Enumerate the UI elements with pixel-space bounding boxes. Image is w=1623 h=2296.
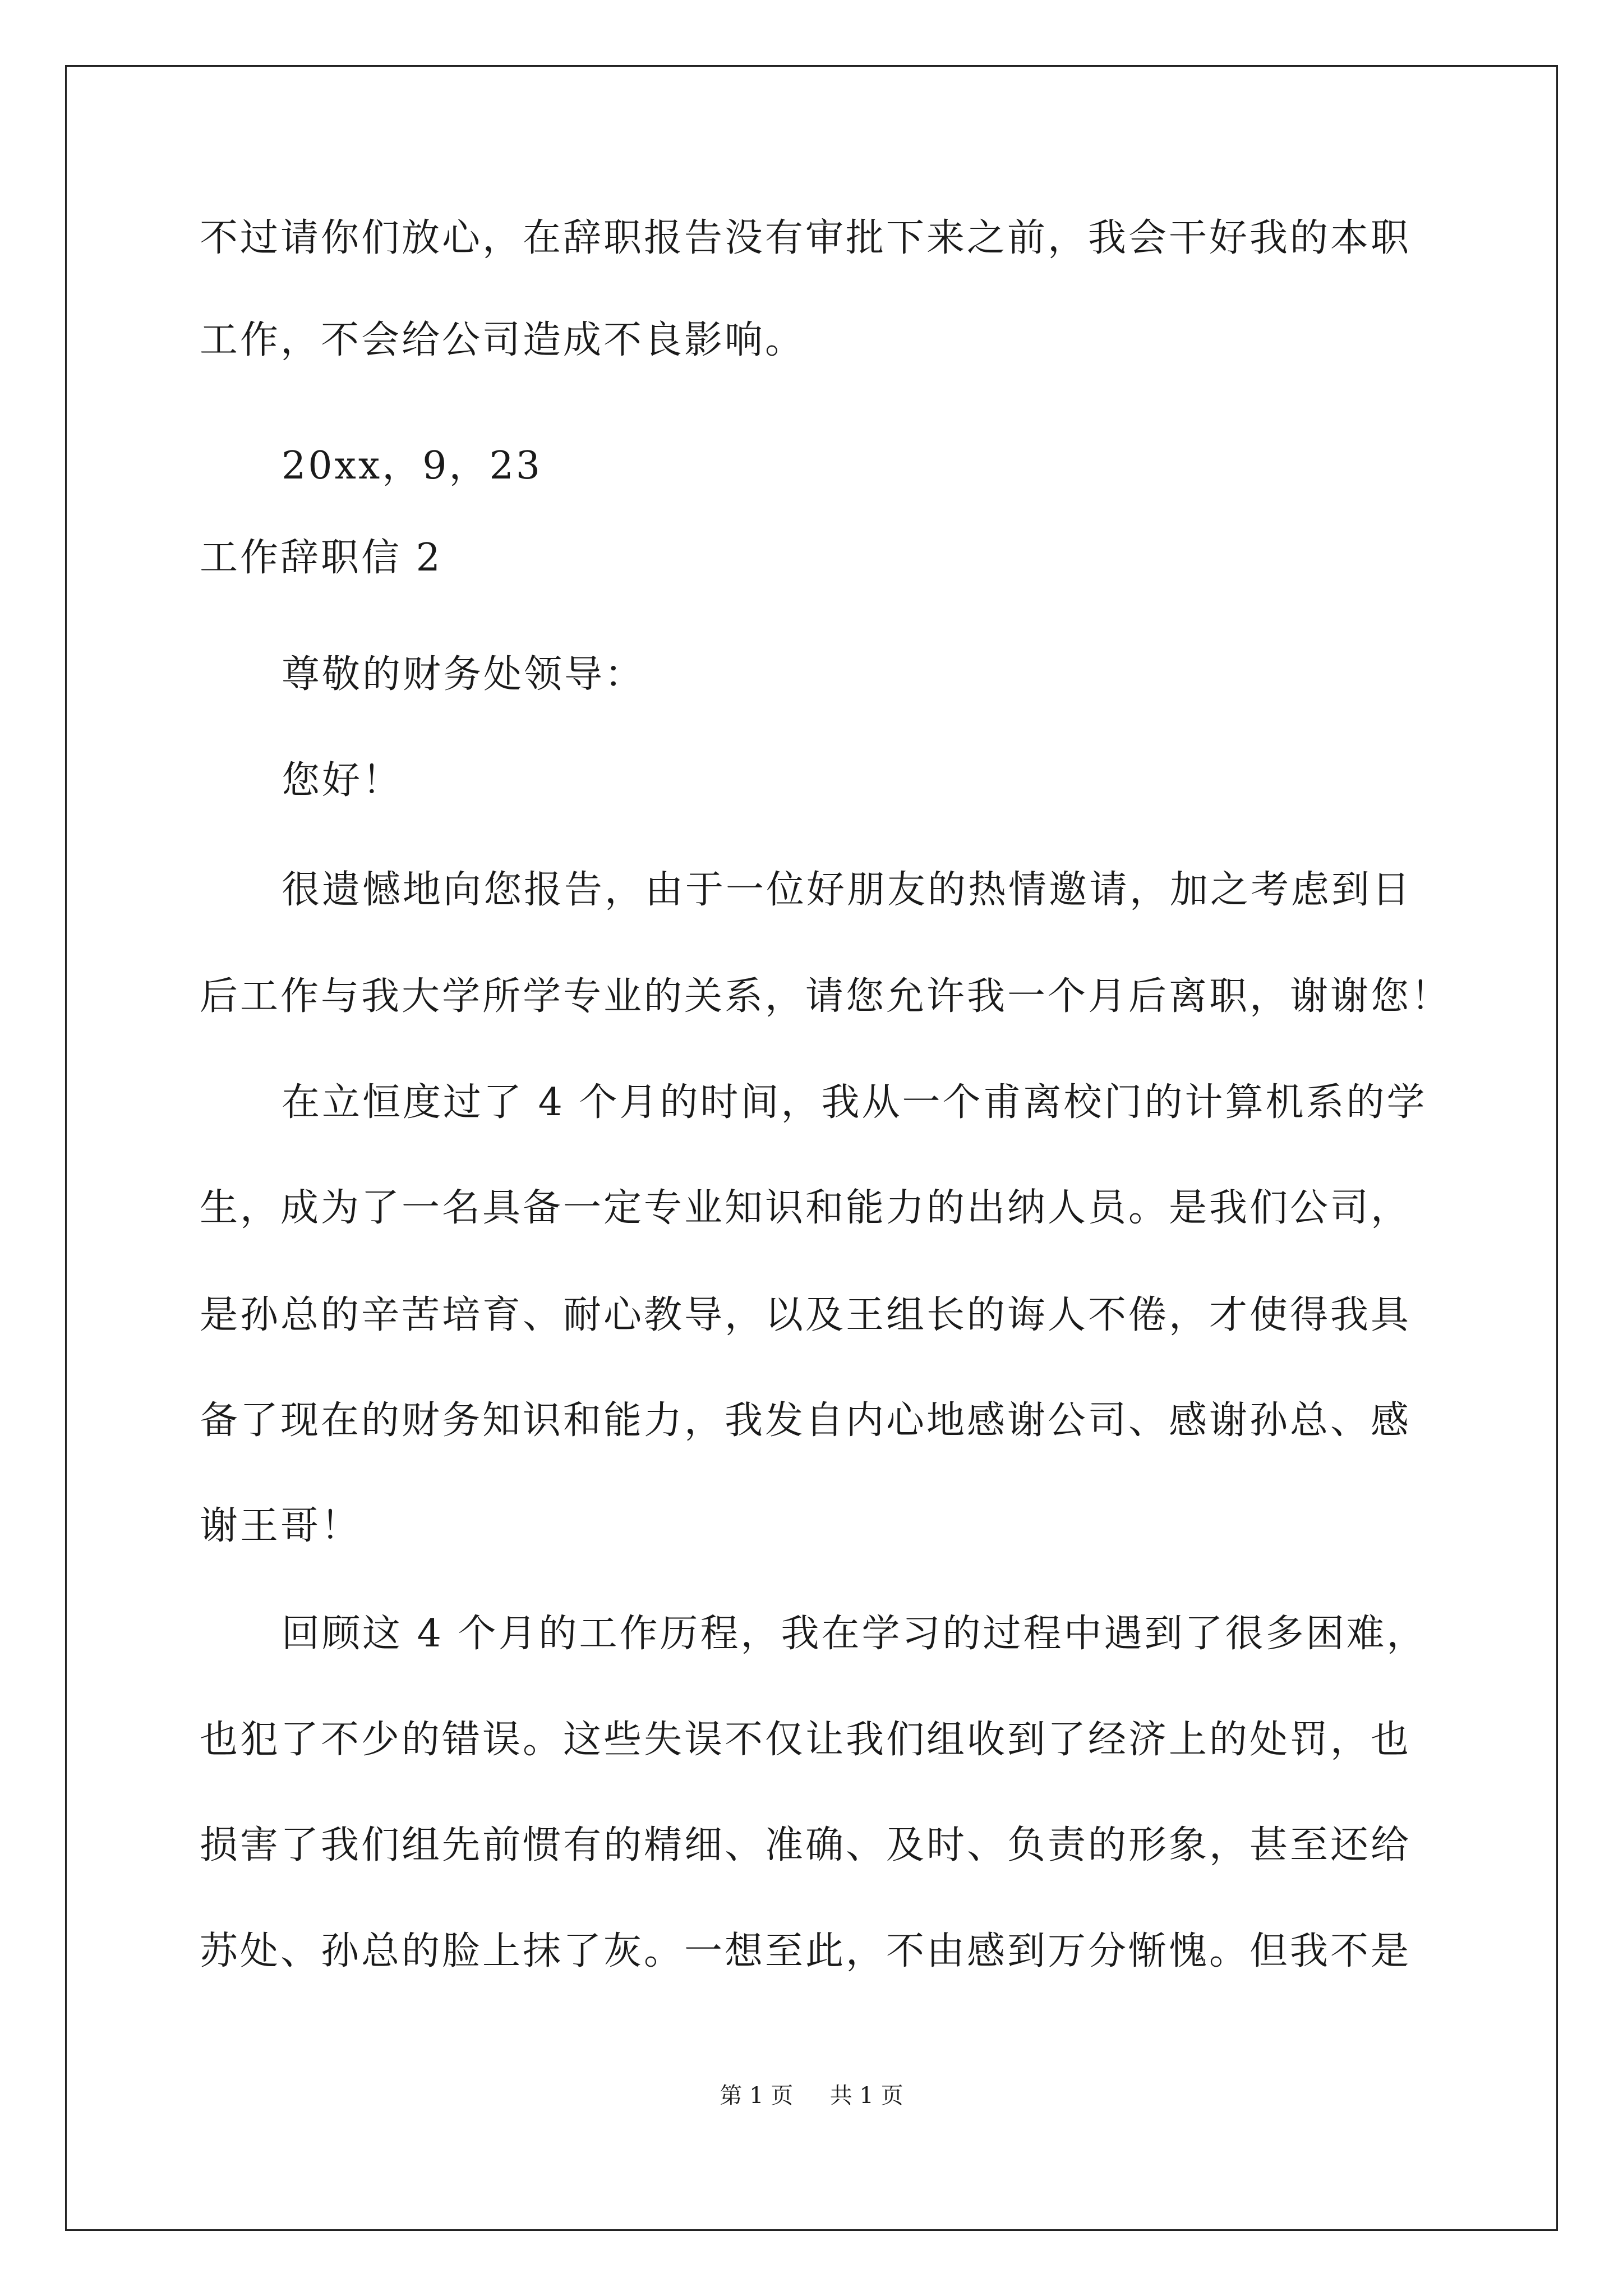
text-line: 很遗憾地向您报告，由于一位好朋友的热情邀请，加之考虑到日 [282,868,1413,912]
date-line: 20xx，9，23 [282,444,543,488]
text-line: 工作，不会给公司造成不良影响。 [200,318,806,362]
text-line: 谢王哥！ [200,1504,362,1548]
text-line: 苏处、孙总的脸上抹了灰。一想至此，不由感到万分惭愧。但我不是 [200,1929,1412,1973]
text-line: 损害了我们组先前惯有的精细、准确、及时、负责的形象，甚至还给 [200,1823,1412,1867]
text-line: 是孙总的辛苦培育、耐心教导，以及王组长的诲人不倦，才使得我具 [200,1293,1412,1337]
salutation: 尊敬的财务处领导： [282,652,645,697]
page-total: 共 1 页 [829,2083,903,2109]
text-line: 在立恒度过了 4 个月的时间，我从一个甫离校门的计算机系的学 [282,1080,1427,1125]
greeting: 您好！ [282,758,403,803]
text-line: 后工作与我大学所学专业的关系，请您允许我一个月后离职，谢谢您！ [200,974,1452,1019]
page-footer [0,2081,1623,2110]
page-border [65,65,1558,2231]
page-number: 第 1 页 [720,2083,794,2109]
section-heading: 工作辞职信 2 [200,536,442,580]
text-line: 也犯了不少的错误。这些失误不仅让我们组收到了经济上的处罚，也 [200,1718,1412,1762]
text-line: 生，成为了一名具备一定专业知识和能力的出纳人员。是我们公司， [200,1186,1412,1230]
text-line: 备了现在的财务知识和能力，我发自内心地感谢公司、感谢孙总、感 [200,1398,1412,1443]
text-line: 回顾这 4 个月的工作历程，我在学习的过程中遇到了很多困难， [282,1612,1427,1656]
text-line: 不过请你们放心，在辞职报告没有审批下来之前，我会干好我的本职 [200,216,1412,260]
